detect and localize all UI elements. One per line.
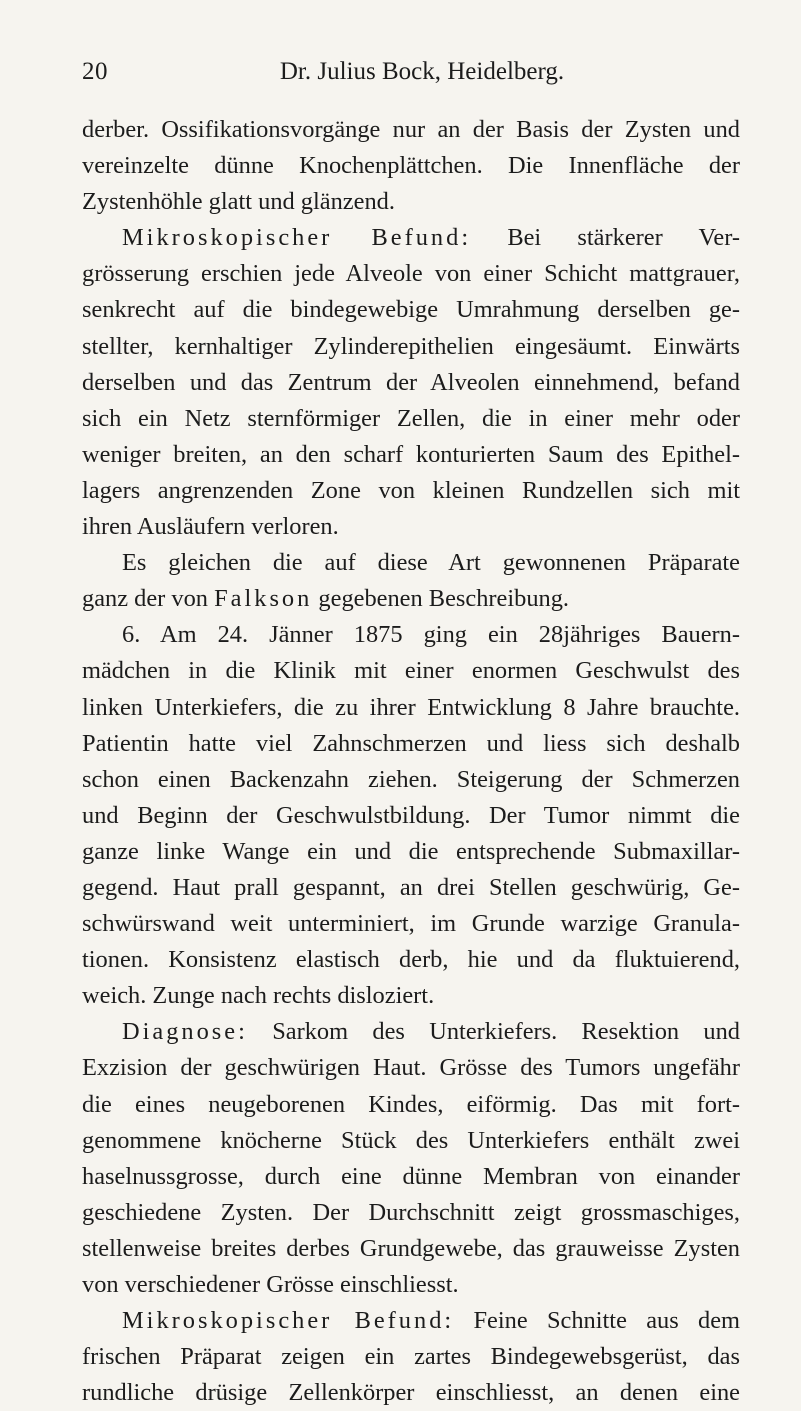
text-line-content: ganze linke Wange ein und die entsprechende Submaxillar- xyxy=(82,837,740,865)
text-line-content: ihren Ausläufern verloren. xyxy=(82,513,339,541)
text-line-content: Es gleichen die auf diese Art gewonnenen Präparate xyxy=(122,549,740,577)
text-line xyxy=(82,1231,740,1267)
text-line xyxy=(82,401,740,437)
text-line xyxy=(82,1195,740,1231)
text-line-content: Patientin hatte viel Zahnschmerzen und liess sich deshalb xyxy=(82,729,740,757)
text-line-lead: ganz der von xyxy=(82,585,215,613)
text-line xyxy=(82,1123,740,1159)
text-line xyxy=(82,798,740,834)
text-line-content: linken Unterkiefers, die zu ihrer Entwicklung 8 Jahre brauchte. xyxy=(82,693,740,721)
text-line xyxy=(82,329,740,365)
text-line xyxy=(82,906,740,942)
text-line-content: von verschiedener Grösse einschliesst. xyxy=(82,1271,459,1298)
text-line xyxy=(82,1050,740,1086)
spaced-emphasis: Diagnose: xyxy=(122,1018,248,1046)
text-line xyxy=(82,112,740,148)
text-line-content: Zystenhöhle glatt und glänzend. xyxy=(82,188,395,216)
page-number: 20 xyxy=(82,58,108,85)
text-line-content: und Beginn der Geschwulstbildung. Der Tumor nimmt die xyxy=(82,801,740,829)
text-line xyxy=(82,581,740,617)
text-line xyxy=(82,978,740,1014)
text-line-content: Exzision der geschwürigen Haut. Grösse des Tumors ungefähr xyxy=(82,1054,740,1082)
text-line xyxy=(82,1339,740,1375)
text-line-content: weniger breiten, an den scharf konturierten Saum des Epithel- xyxy=(82,440,740,468)
text-line xyxy=(82,834,740,870)
text-line-content: weich. Zunge nach rechts disloziert. xyxy=(82,982,435,1010)
text-line xyxy=(82,220,740,256)
text-line-content: die eines neugeborenen Kindes, eiförmig. Das mit fort- xyxy=(82,1090,740,1118)
text-line xyxy=(82,1375,740,1411)
page-header xyxy=(82,58,742,98)
text-line-content: derber. Ossifikationsvorgänge nur an der Basis der Zysten und xyxy=(82,116,740,143)
text-line-content: geschiedene Zysten. Der Durchschnitt zeigt grossmaschiges, xyxy=(82,1198,740,1226)
text-line xyxy=(82,690,740,726)
text-line xyxy=(82,762,740,798)
text-line-content: vereinzelte dünne Knochenplättchen. Die Innenfläche der xyxy=(82,152,740,180)
text-line-content: Sarkom des Unterkiefers. Resektion und xyxy=(247,1018,740,1046)
text-line xyxy=(82,256,740,292)
text-line xyxy=(82,437,740,473)
text-line-content: senkrecht auf die bindegewebige Umrahmung derselben ge- xyxy=(82,296,740,324)
text-line-content: Bei stärkerer Ver- xyxy=(471,224,740,252)
text-line xyxy=(82,1159,740,1195)
text-line-content: frischen Präparat zeigen ein zartes Bindegewebsgerüst, das xyxy=(82,1343,740,1371)
text-line-content: 6. Am 24. Jänner 1875 ging ein 28jähriges Bauern- xyxy=(122,621,740,649)
text-line-content: haselnussgrosse, durch eine dünne Membran von einander xyxy=(82,1162,740,1190)
text-line-content: gegebenen Beschreibung. xyxy=(312,585,570,613)
text-line xyxy=(82,292,740,328)
text-line-content: stellenweise breites derbes Grundgewebe, das grauweisse Zysten xyxy=(82,1234,740,1262)
text-line xyxy=(82,1303,740,1339)
spaced-emphasis: Falkson xyxy=(214,585,313,613)
text-line-content: lagers angrenzenden Zone von kleinen Rundzellen sich mit xyxy=(82,476,740,504)
text-line xyxy=(82,365,740,401)
text-line xyxy=(82,1014,740,1050)
spaced-emphasis: Mikroskopischer Befund: xyxy=(122,1307,455,1335)
text-line-content: mädchen in die Klinik mit einer enormen Geschwulst des xyxy=(82,657,740,685)
text-line xyxy=(82,942,740,978)
text-line xyxy=(82,870,740,906)
text-line xyxy=(82,617,740,653)
body-text xyxy=(82,112,740,1411)
text-line xyxy=(82,473,740,509)
text-line xyxy=(82,1267,740,1303)
text-line-content: Feine Schnitte aus dem xyxy=(454,1307,740,1335)
text-line-content: stellter, kernhaltiger Zylinderepithelien eingesäumt. Einwärts xyxy=(82,332,740,360)
text-line xyxy=(82,653,740,689)
text-line-content: genommene knöcherne Stück des Unterkiefers enthält zwei xyxy=(82,1126,740,1154)
text-line xyxy=(82,184,740,220)
text-line xyxy=(82,545,740,581)
text-line-content: rundliche drüsige Zellenkörper einschliesst, an denen eine xyxy=(82,1379,740,1407)
text-line xyxy=(82,509,740,545)
text-line xyxy=(82,726,740,762)
text-line-content: sich ein Netz sternförmiger Zellen, die in einer mehr oder xyxy=(82,404,740,432)
text-line xyxy=(82,148,740,184)
running-head: Dr. Julius Bock, Heidelberg. xyxy=(279,58,565,85)
text-line-content: grösserung erschien jede Alveole von einer Schicht mattgrauer, xyxy=(82,260,740,288)
text-line-content: schwürswand weit unterminiert, im Grunde warzige Granula- xyxy=(82,910,740,938)
text-line-content: schon einen Backenzahn ziehen. Steigerung der Schmerzen xyxy=(82,765,740,793)
text-line-content: derselben und das Zentrum der Alveolen einnehmend, befand xyxy=(82,368,740,396)
text-line-content: gegend. Haut prall gespannt, an drei Stellen geschwürig, Ge- xyxy=(82,873,740,901)
text-line xyxy=(82,1087,740,1123)
text-line-content: tionen. Konsistenz elastisch derb, hie und da fluktuierend, xyxy=(82,946,740,974)
spaced-emphasis: Mikroskopischer Befund: xyxy=(122,224,472,252)
